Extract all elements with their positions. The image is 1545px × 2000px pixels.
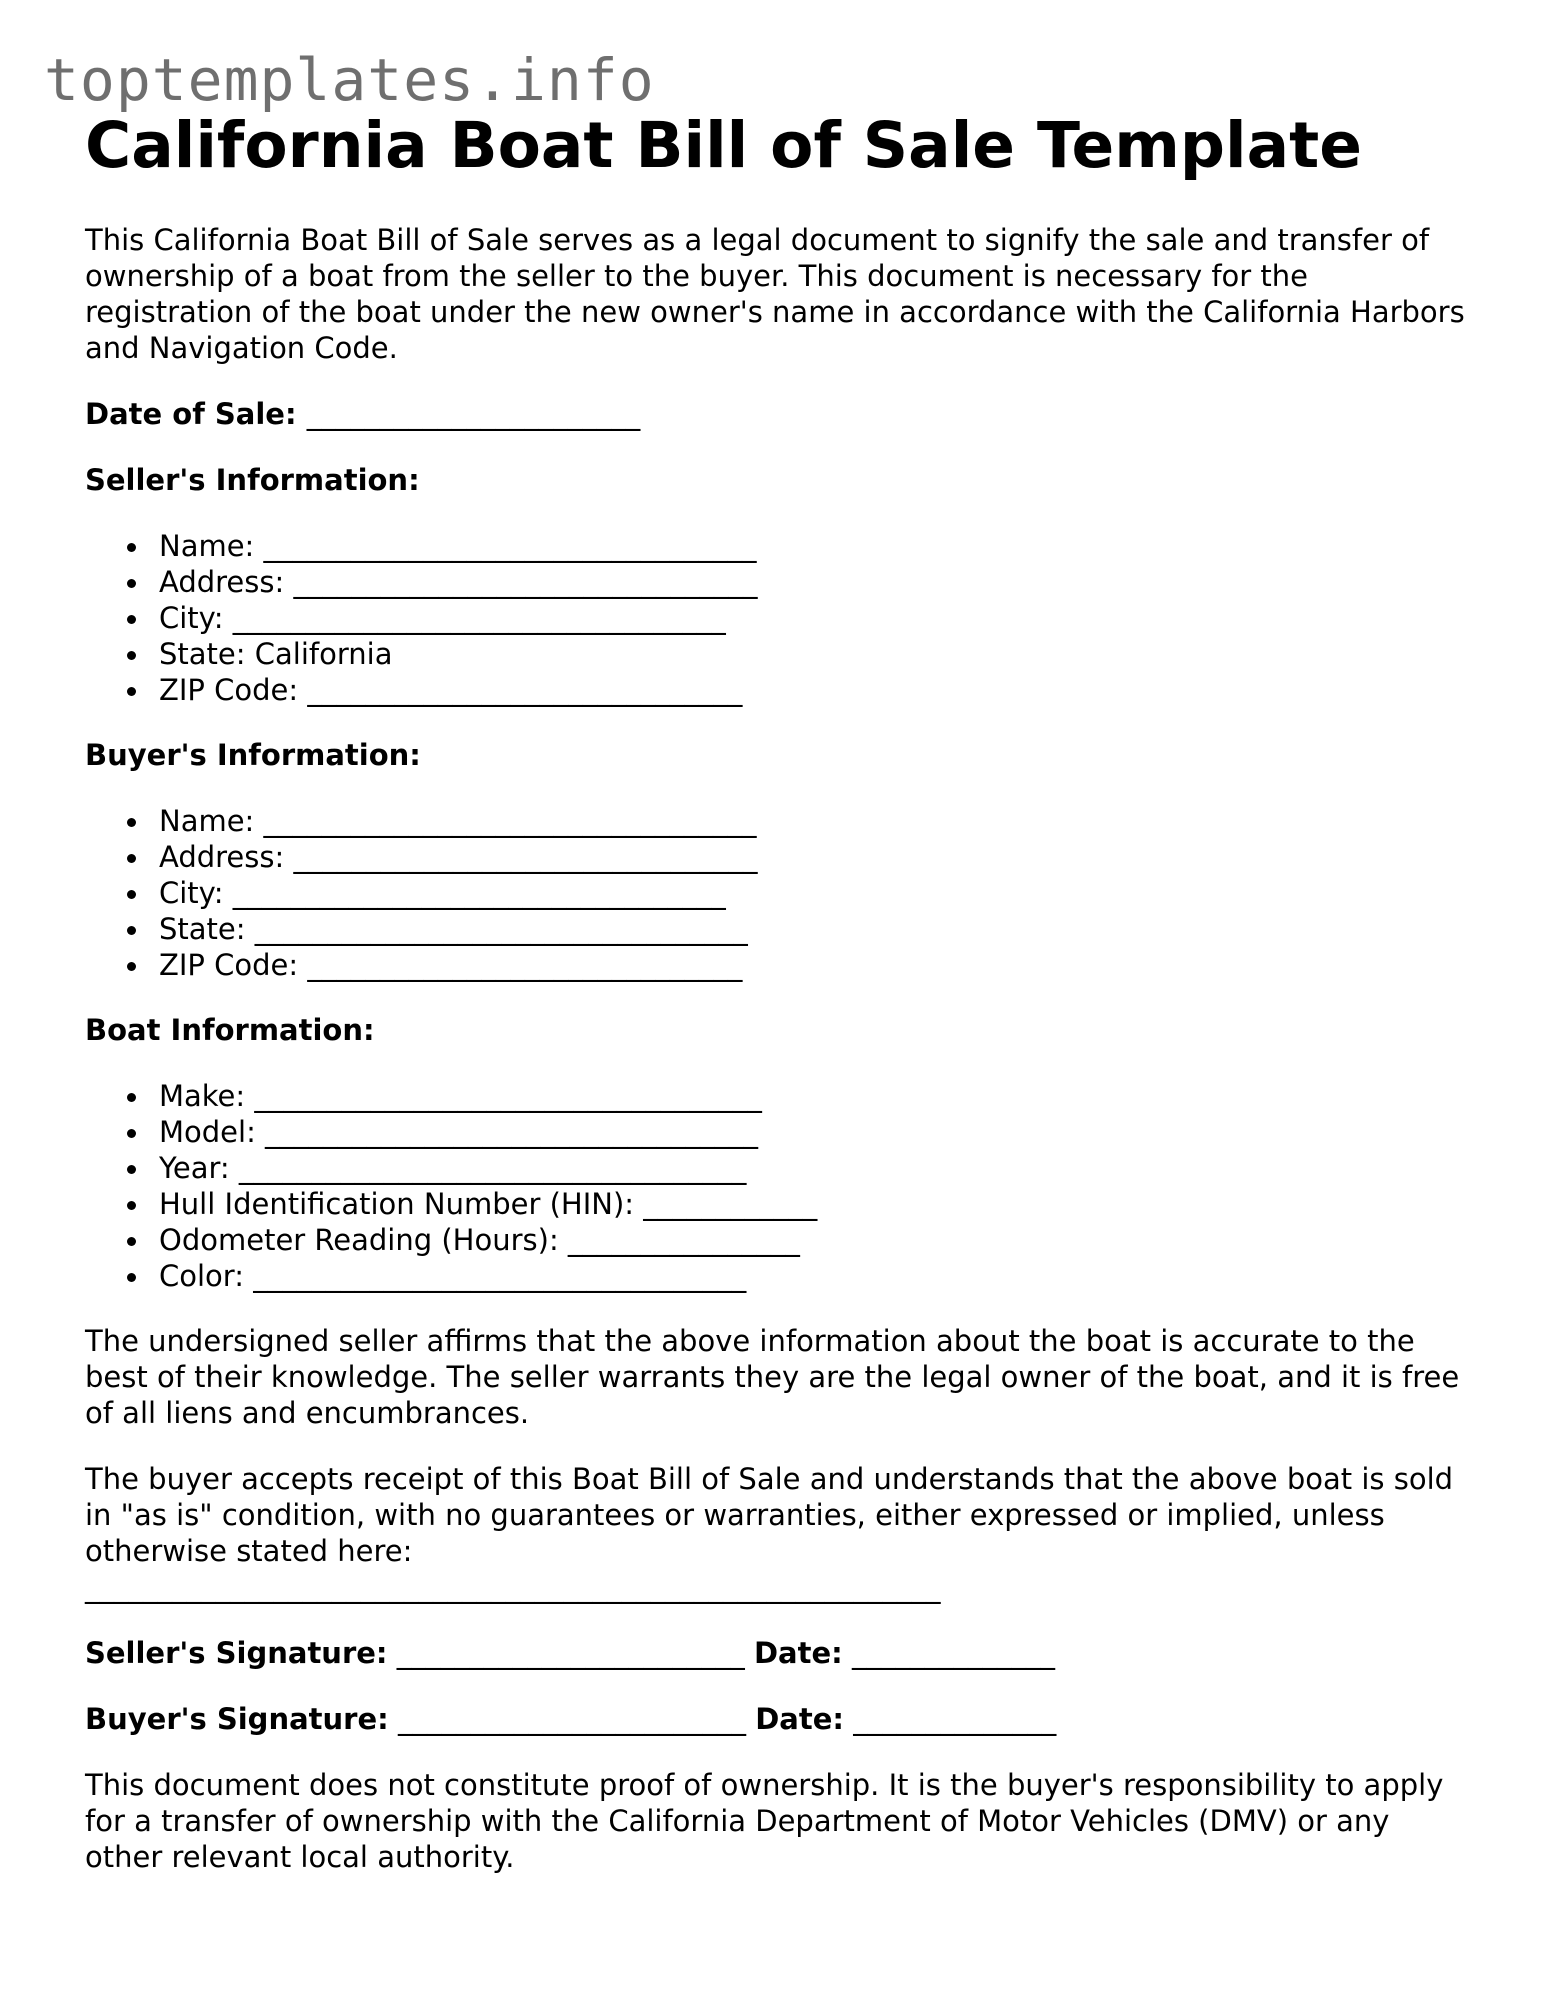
buyer-signature-line xyxy=(85,1701,1485,1737)
buyer-section-heading: Buyer's Information: xyxy=(85,738,421,772)
boat-year-field: Year: ___________________________________ xyxy=(159,1150,1485,1186)
boat-hin-field: Hull Identification Number (HIN): ____________ xyxy=(159,1186,1485,1222)
seller-zip-field: ZIP Code: ______________________________ xyxy=(159,672,1485,708)
boat-info-list xyxy=(85,1078,1485,1294)
date-of-sale-blank: _______________________ xyxy=(306,397,641,431)
seller-info-list xyxy=(85,528,1485,708)
buyer-info-list xyxy=(85,803,1485,983)
seller-name-field: Name: __________________________________ xyxy=(159,528,1485,564)
date-of-sale-label: Date of Sale: xyxy=(85,397,297,431)
seller-state-field: State: California xyxy=(159,636,1485,672)
buyer-date-label: Date: xyxy=(755,1702,844,1736)
buyer-name-field: Name: __________________________________ xyxy=(159,803,1485,839)
buyer-city-field: City: __________________________________ xyxy=(159,875,1485,911)
buyer-address-field: Address: ________________________________ xyxy=(159,839,1485,875)
page-title: California Boat Bill of Sale Template xyxy=(85,109,1362,182)
intro-paragraph: This California Boat Bill of Sale serves as a legal document to signify the sale and transfer of ownership of a boat from the seller to the buyer. This document is necessary for the registration of the boat under the new owner's name in accordance with the California Harbors and Navigation Code. xyxy=(85,223,1465,365)
seller-date-blank: ______________ xyxy=(851,1636,1055,1670)
boat-section-heading: Boat Information: xyxy=(85,1013,375,1047)
buyer-state-field: State: __________________________________ xyxy=(159,911,1485,947)
seller-city-field: City: __________________________________ xyxy=(159,600,1485,636)
boat-make-field: Make: ___________________________________ xyxy=(159,1078,1485,1114)
seller-signature-label: Seller's Signature: xyxy=(85,1636,388,1670)
boat-color-field: Color: __________________________________ xyxy=(159,1258,1485,1294)
seller-signature-line xyxy=(85,1635,1485,1671)
seller-date-label: Date: xyxy=(753,1636,843,1670)
buyer-zip-field: ZIP Code: ______________________________ xyxy=(159,947,1485,983)
boat-hours-field: Odometer Reading (Hours): ________________ xyxy=(159,1222,1485,1258)
acceptance-blank: ___________________________________________________________ xyxy=(85,1570,941,1604)
buyer-signature-label: Buyer's Signature: xyxy=(85,1702,389,1736)
seller-signature-blank: ________________________ xyxy=(396,1636,745,1670)
document-page xyxy=(85,104,1485,1875)
disclaimer-paragraph: This document does not constitute proof of ownership. It is the buyer's responsibility to apply for a transfer of ownership with the California Department of Motor Vehicles (DMV) or any other relevant local authority. xyxy=(85,1768,1444,1874)
seller-address-field: Address: ________________________________ xyxy=(159,564,1485,600)
watermark: toptemplates.info xyxy=(44,46,655,114)
seller-section-heading: Seller's Information: xyxy=(85,463,420,497)
boat-model-field: Model: __________________________________ xyxy=(159,1114,1485,1150)
buyer-date-blank: ______________ xyxy=(853,1702,1057,1736)
date-of-sale-field xyxy=(85,396,1485,432)
affirmation-paragraph: The undersigned seller affirms that the above information about the boat is accurate to the best of their knowledge. The seller warrants they are the legal owner of the boat, and it is free of all liens and encumbrances. xyxy=(85,1324,1460,1430)
buyer-signature-blank: ________________________ xyxy=(397,1702,746,1736)
acceptance-paragraph: The buyer accepts receipt of this Boat Bill of Sale and understands that the above boat is sold in "as is" condition, with no guarantees or warranties, either expressed or implied, unless otherwise stated here: xyxy=(85,1462,1454,1568)
